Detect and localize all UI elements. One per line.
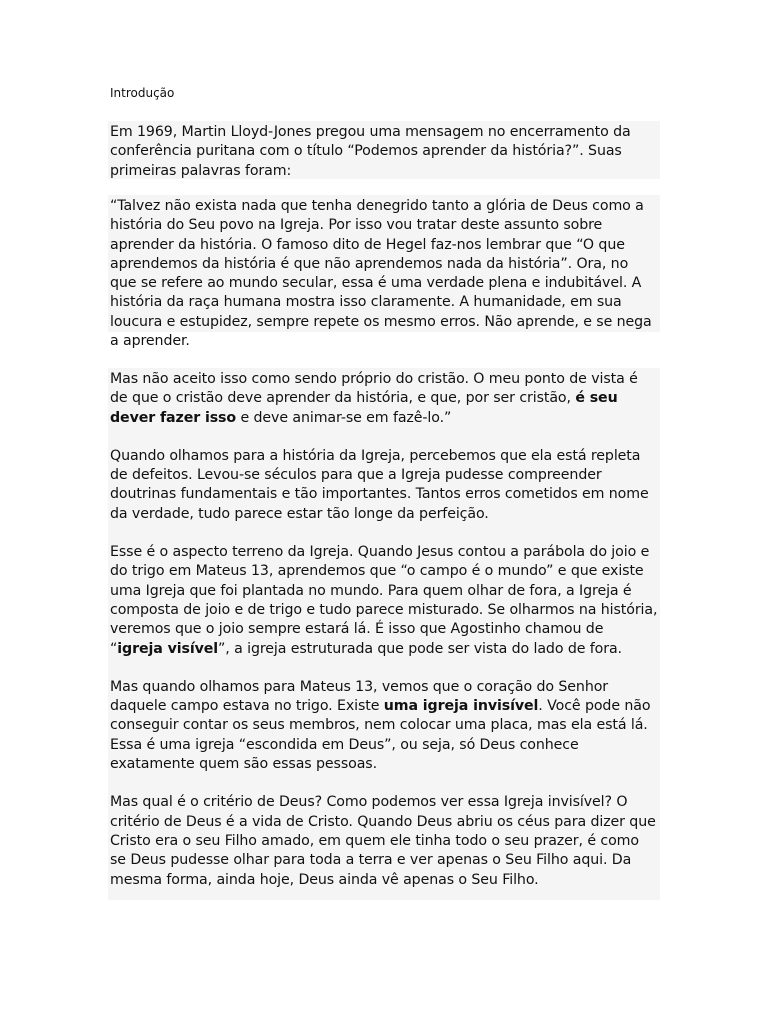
paragraph-3-text-end: ”, a igreja estruturada que pode ser vista do lado de fora. <box>218 640 622 657</box>
paragraph-2: Quando olhamos para a história da Igreja, percebemos que ela está repleta de defeitos. Levou-se séculos para que a Igreja pudesse compreender doutrinas fundamentais e tão importantes. Tantos erros cometidos em nome da verdade, tudo parece estar tão longe da perfeição. <box>110 447 649 522</box>
quote-block <box>108 195 660 350</box>
page-heading: Introdução <box>110 86 175 100</box>
quote-paragraph: “Talvez não exista nada que tenha denegrido tanto a glória de Deus como a história do Seu povo na Igreja. Por isso vou tratar deste assunto sobre aprender da história. O famoso dito de Hegel faz-nos lembrar que “O que aprendemos da história é que não aprendemos nada da história”. Ora, no que se refere ao mundo secular, essa é uma verdade plena e indubitável. A história da raça humana mostra isso claramente. A humanidade, em sua loucura e estupidez, sempre repete os mesmo erros. Não aprende, e se nega a aprender. <box>110 198 652 350</box>
paragraph-1-text-end: e deve animar-se em fazê-lo.” <box>236 409 452 426</box>
intro-block <box>108 121 660 179</box>
paragraph-4-text: Mas quando olhamos para Mateus 13, vemos que o coração do Senhor daquele campo estava no trigo. Existe <box>110 678 609 715</box>
paragraph-1-emphasis: é seu dever fazer isso <box>110 390 618 426</box>
paragraph-4-text-end: . Você pode não conseguir contar os seus membros, nem colocar uma placa, mas ela está lá. Essa é uma igreja “escondida em Deus”, ou seja, só Deus conhece exatamente quem são essas pessoas. <box>110 698 651 773</box>
paragraph-3 <box>110 543 658 659</box>
paragraph-1 <box>110 370 658 428</box>
intro-paragraph: Em 1969, Martin Lloyd-Jones pregou uma mensagem no encerramento da conferência puritana com o título “Podemos aprender da história?”. Suas primeiras palavras foram: <box>110 124 631 179</box>
paragraph-3-text: Esse é o aspecto terreno da Igreja. Quando Jesus contou a parábola do joio e do trigo em Mateus 13, aprendemos que “o campo é o mundo” e que existe uma Igreja que foi plantada no mundo. Para quem olhar de fora, a Igreja é composta de joio e de trigo e tudo parece misturado. Se olharmos na história, veremos que o joio sempre estará lá. É isso que Agostinho chamou de “ <box>110 544 658 657</box>
paragraph-5: Mas qual é o critério de Deus? Como podemos ver essa Igreja invisível? O critério de Deus é a vida de Cristo. Quando Deus abriu os céus para dizer que Cristo era o seu Filho amado, em quem ele tinha todo o seu prazer, é como se Deus pudesse olhar para toda a terra e ver apenas o Seu Filho aqui. Da mesma forma, ainda hoje, Deus ainda vê apenas o Seu Filho. <box>110 794 656 888</box>
paragraph-1-text: Mas não aceito isso como sendo próprio do cristão. O meu ponto de vista é de que o cristão deve aprender da história, e que, por ser cristão, <box>110 371 638 407</box>
paragraph-4 <box>110 678 658 774</box>
paragraph-4-emphasis: uma igreja invisível <box>383 698 539 715</box>
main-block <box>108 368 660 900</box>
paragraph-3-emphasis: igreja visível <box>117 640 219 657</box>
